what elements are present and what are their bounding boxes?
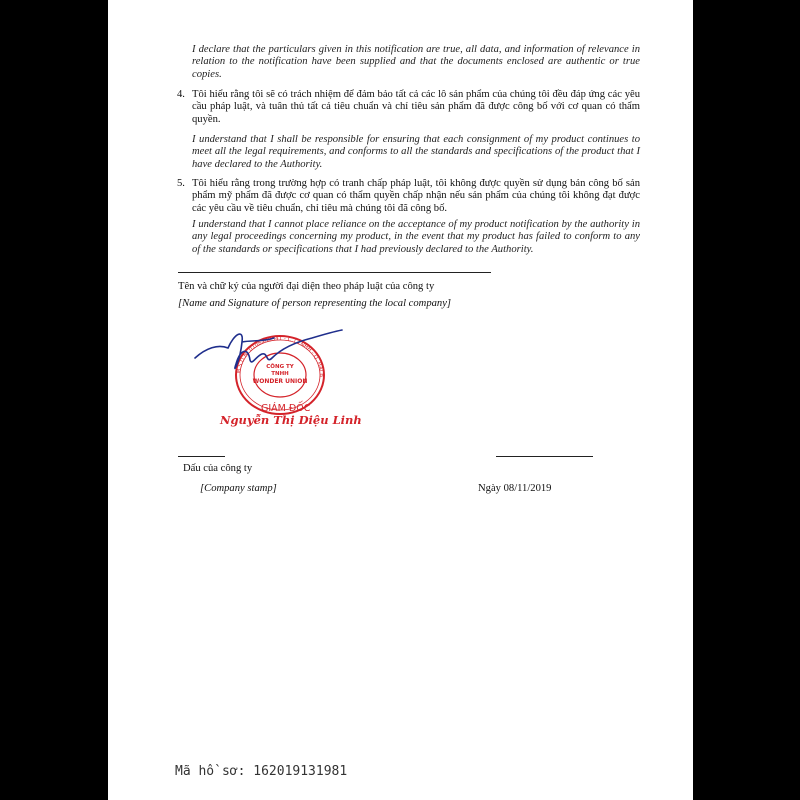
signatory-name: Nguyễn Thị Diệu Linh xyxy=(220,413,362,427)
stamp-label-english: [Company stamp] xyxy=(200,483,277,494)
item-4-english: I understand that I shall be responsible for ensuring that each consignment of my product continues to meet all the legal requirements, and conforms to all the standards and specifications of the product that I have declared to the Authority. xyxy=(192,134,640,170)
item-5-vietnamese: Tôi hiểu rằng trong trường hợp có tranh chấp pháp luật, tôi không được quyền sử dụng bản công bố sản phẩm mỹ phẩm đã được cơ quan có thẩm quyền chấp nhận nếu sản phẩm của chúng tôi không đạt được các yêu cầu về tiêu chuẩn, chỉ tiêu mà chúng tôi đã công bố. xyxy=(192,178,640,214)
date-divider-line xyxy=(496,456,593,457)
signature-divider-line xyxy=(178,272,491,273)
signature-label-english: [Name and Signature of person representing the local company] xyxy=(178,298,452,309)
stamp-label-vietnamese: Dấu của công ty xyxy=(183,463,253,474)
seal-line-1: CÔNG TY xyxy=(266,364,294,370)
item-5-english: I understand that I cannot place reliance on the acceptance of my product notification by the authority in any legal proceedings concerning my product, in the event that my product has failed to conform to any of the standards or specifications that I had previously declared to the Authority. xyxy=(192,219,640,255)
item-4-vietnamese: Tôi hiểu rằng tôi sẽ có trách nhiệm để đảm bảo tất cả các lô sản phẩm của chúng tôi đều đáp ứng các yêu cầu pháp luật, và tuân thủ tất cả tiêu chuẩn và chỉ tiêu sản phẩm đã được công bố với cơ quan có thẩm quyền. xyxy=(192,89,640,125)
seal-line-3: WONDER UNION xyxy=(252,378,308,385)
document-date: Ngày 08/11/2019 xyxy=(478,483,552,494)
document-page xyxy=(108,0,693,800)
signatory-title: GIÁM ĐỐC xyxy=(261,403,311,414)
declaration-3-english: I declare that the particulars given in this notification are true, all data, and information of relevance in relation to the notification have been supplied and that the documents enclosed are authentic or true copies. xyxy=(192,44,640,80)
stamp-divider-line xyxy=(178,456,225,457)
signature-label-vietnamese: Tên và chữ ký của người đại diện theo pháp luật của công ty xyxy=(178,281,435,292)
item-5-number: 5. xyxy=(177,178,185,189)
seal-line-2: TNHH xyxy=(271,371,289,377)
item-4-number: 4. xyxy=(177,89,185,100)
record-code: Mã hồ sơ: 162019131981 xyxy=(175,764,348,779)
seal-ring-text: M.S.D.N: 0108408541 - C.T.TNHH - Q. HAI B xyxy=(236,335,325,378)
